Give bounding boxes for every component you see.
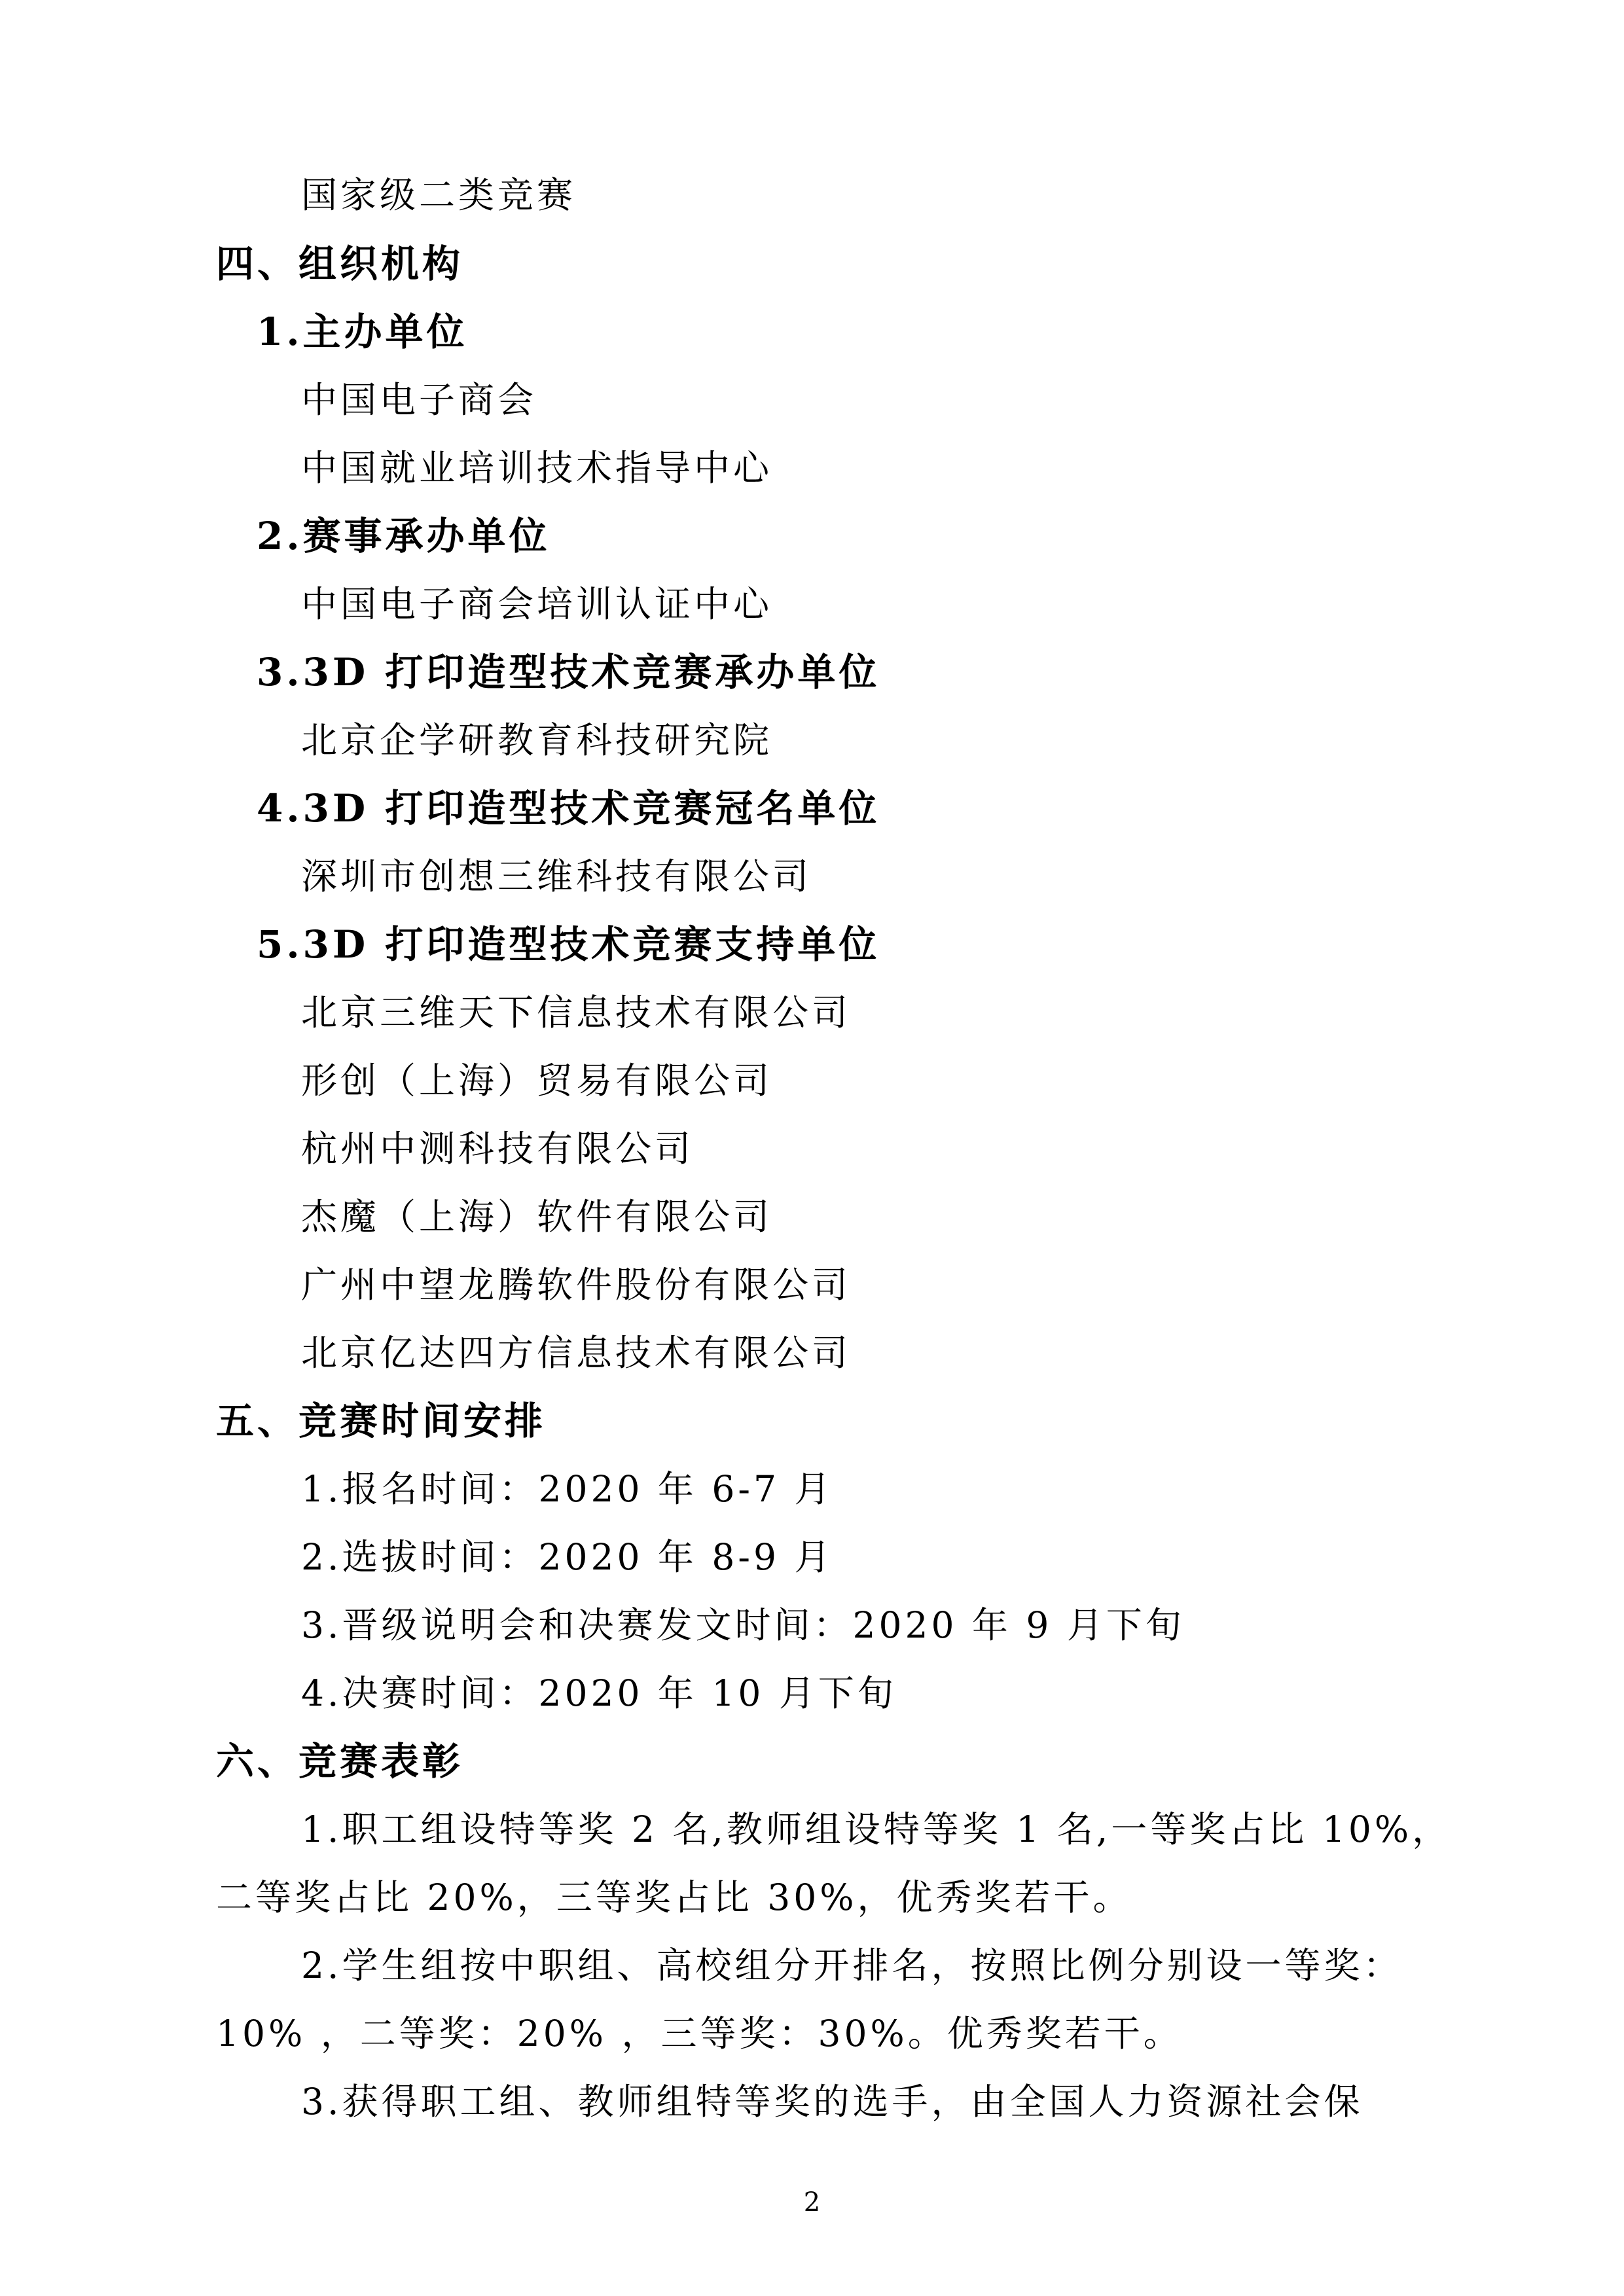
text-line: 1.报名时间：2020 年 6-7 月	[301, 1468, 834, 1510]
text-line: 中国电子商会培训认证中心	[301, 583, 773, 625]
section-heading: 六、竞赛表彰	[216, 1739, 464, 1784]
subsection-heading: 3.3D 打印造型技术竞赛承办单位	[257, 650, 880, 694]
text-line: 广州中望龙腾软件股份有限公司	[301, 1264, 852, 1306]
section-heading: 五、竞赛时间安排	[216, 1399, 547, 1443]
subsection-heading: 4.3D 打印造型技术竞赛冠名单位	[257, 786, 880, 831]
text-line: 北京亿达四方信息技术有限公司	[301, 1332, 852, 1374]
paragraph-line: 3.获得职工组、教师组特等奖的选手，由全国人力资源社会保	[301, 2081, 1363, 2123]
subsection-heading: 1.主办单位	[257, 310, 468, 354]
paragraph-line: 1.职工组设特等奖 2 名,教师组设特等奖 1 名,一等奖占比 10%，	[301, 1808, 1452, 1850]
text-line: 中国就业培训技术指导中心	[301, 447, 773, 489]
text-line: 2.选拔时间：2020 年 8-9 月	[301, 1536, 834, 1578]
text-line: 杰魔（上海）软件有限公司	[301, 1196, 773, 1238]
text-line: 深圳市创想三维科技有限公司	[301, 855, 812, 897]
section-heading: 四、组织机构	[216, 242, 464, 286]
paragraph-line: 二等奖占比 20%，三等奖占比 30%，优秀奖若干。	[216, 1876, 1132, 1918]
subsection-heading: 2.赛事承办单位	[257, 514, 550, 558]
text-line: 形创（上海）贸易有限公司	[301, 1060, 773, 1102]
text-line: 4.决赛时间：2020 年 10 月下旬	[301, 1672, 897, 1714]
text-line: 北京企学研教育科技研究院	[301, 719, 773, 761]
text-line: 3.晋级说明会和决赛发文时间：2020 年 9 月下旬	[301, 1604, 1185, 1646]
paragraph-line: 10% ，二等奖：20% ，三等奖：30%。优秀奖若干。	[216, 2013, 1183, 2054]
text-line: 北京三维天下信息技术有限公司	[301, 992, 852, 1033]
text-line: 杭州中测科技有限公司	[301, 1128, 695, 1170]
paragraph-line: 2.学生组按中职组、高校组分开排名，按照比例分别设一等奖：	[301, 1945, 1403, 1986]
text-line: 中国电子商会	[301, 379, 537, 421]
page-number: 2	[803, 2187, 821, 2217]
text-line: 国家级二类竞赛	[301, 174, 577, 216]
subsection-heading: 5.3D 打印造型技术竞赛支持单位	[257, 922, 880, 967]
